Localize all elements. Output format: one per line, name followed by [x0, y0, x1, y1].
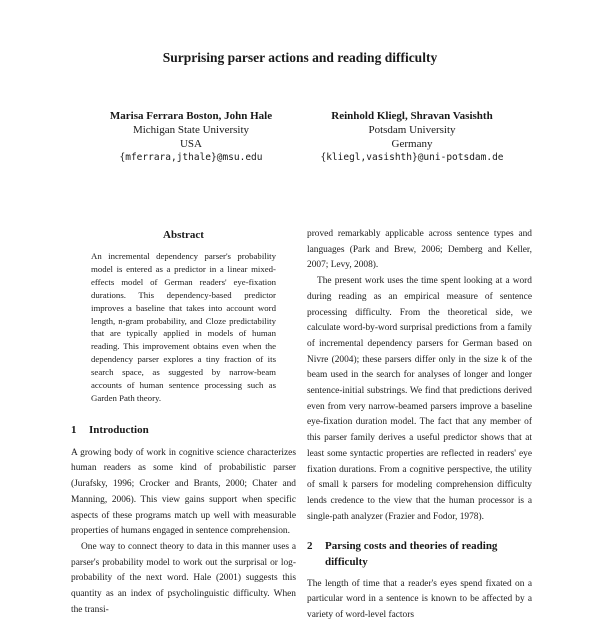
section-title-line-2: difficulty	[325, 556, 368, 569]
section-heading	[71, 423, 296, 439]
author-names: Reinhold Kliegl, Shravan Vasishth	[331, 110, 493, 122]
author-email: {kliegl,vasishth}@uni-potsdam.de	[320, 152, 504, 163]
section-title: Introduction	[89, 424, 149, 436]
section-number: 2	[307, 540, 313, 553]
section-number: 1	[71, 424, 77, 436]
author-names: Marisa Ferrara Boston, John Hale	[109, 110, 273, 122]
intro-paragraph-1: A growing body of work in cognitive science characterizes human readers as some kind of probabilistic parser (Jurafsky, 1996; Crocker and Brants, 2000; Chater and Manning, 2006). This view gains support when specific aspects of these programs match up well with measurable properties of humans engaged in sentence comprehension.	[71, 447, 296, 537]
paper-title: Surprising parser actions and reading difficulty	[162, 50, 438, 65]
section-heading	[307, 539, 532, 570]
left-column	[71, 423, 296, 618]
author-country: Germany	[391, 138, 433, 150]
intro-paragraph-2: One way to connect theory to data in this manner uses a parser's probability model to work out the surprisal or log-probability of the next word. Hale (2001) suggests this quantity as an index of psycholinguistic difficulty. When the transi-	[71, 541, 296, 615]
author-email: {mferrara,jthale}@msu.edu	[119, 152, 263, 163]
section-title	[325, 539, 497, 570]
intro-paragraph-cont: proved remarkably applicable across sentence types and languages (Park and Brew, 2006; Demberg and Keller, 2007; Levy, 2008).	[307, 229, 532, 271]
author-affiliation: Michigan State University	[132, 124, 250, 136]
intro-paragraph-present: The present work uses the time spent looking at a word during reading as an empirical measure of sentence processing difficulty. From the theoretical side, we calculate word-by-word surprisal predictions from a family of incremental dependency parsers for German based on Nivre (2004); these parsers differ only in the size k of the beam used in the search for analyses of longer and longer sentence-initial substrings. We find that predictions derived even from very narrow-beamed parsers improve a baseline eye-fixation duration model. The fact that any member of this parser family derives a useful predictor shows that at least some syntactic properties are reflected in readers' eye fixation durations. From a cognitive perspective, the utility of small k parsers for modeling comprehension difficulty lends credence to the view that the human processor is a single-path analyzer (Frazier and Fodor, 1978).	[307, 276, 532, 522]
abstract-text: An incremental dependency parser's probability model is entered as a predictor in a linear mixed-effects model of German readers' eye-fixation durations. This dependency-based predictor improves a baseline that takes into account word length, n-gram probability, and Cloze predictability that are typically applied in models of human reading. This improvement obtains even when the dependency parser explores a tiny fraction of its search space, as suggested by narrow-beam accounts of human sentence processing such as Garden Path theory.	[91, 251, 276, 403]
section-title-line-1: Parsing costs and theories of reading	[325, 540, 498, 553]
author-block-msu	[96, 109, 286, 165]
author-block-potsdam	[302, 109, 522, 165]
author-country: USA	[179, 138, 202, 150]
section2-paragraph-1: The length of time that a reader's eyes spend fixated on a particular word in a sentence is known to be affected by a variety of word-level factors	[307, 578, 532, 621]
right-column	[307, 227, 532, 624]
author-affiliation: Potsdam University	[368, 124, 456, 136]
abstract-heading: Abstract	[163, 229, 204, 241]
